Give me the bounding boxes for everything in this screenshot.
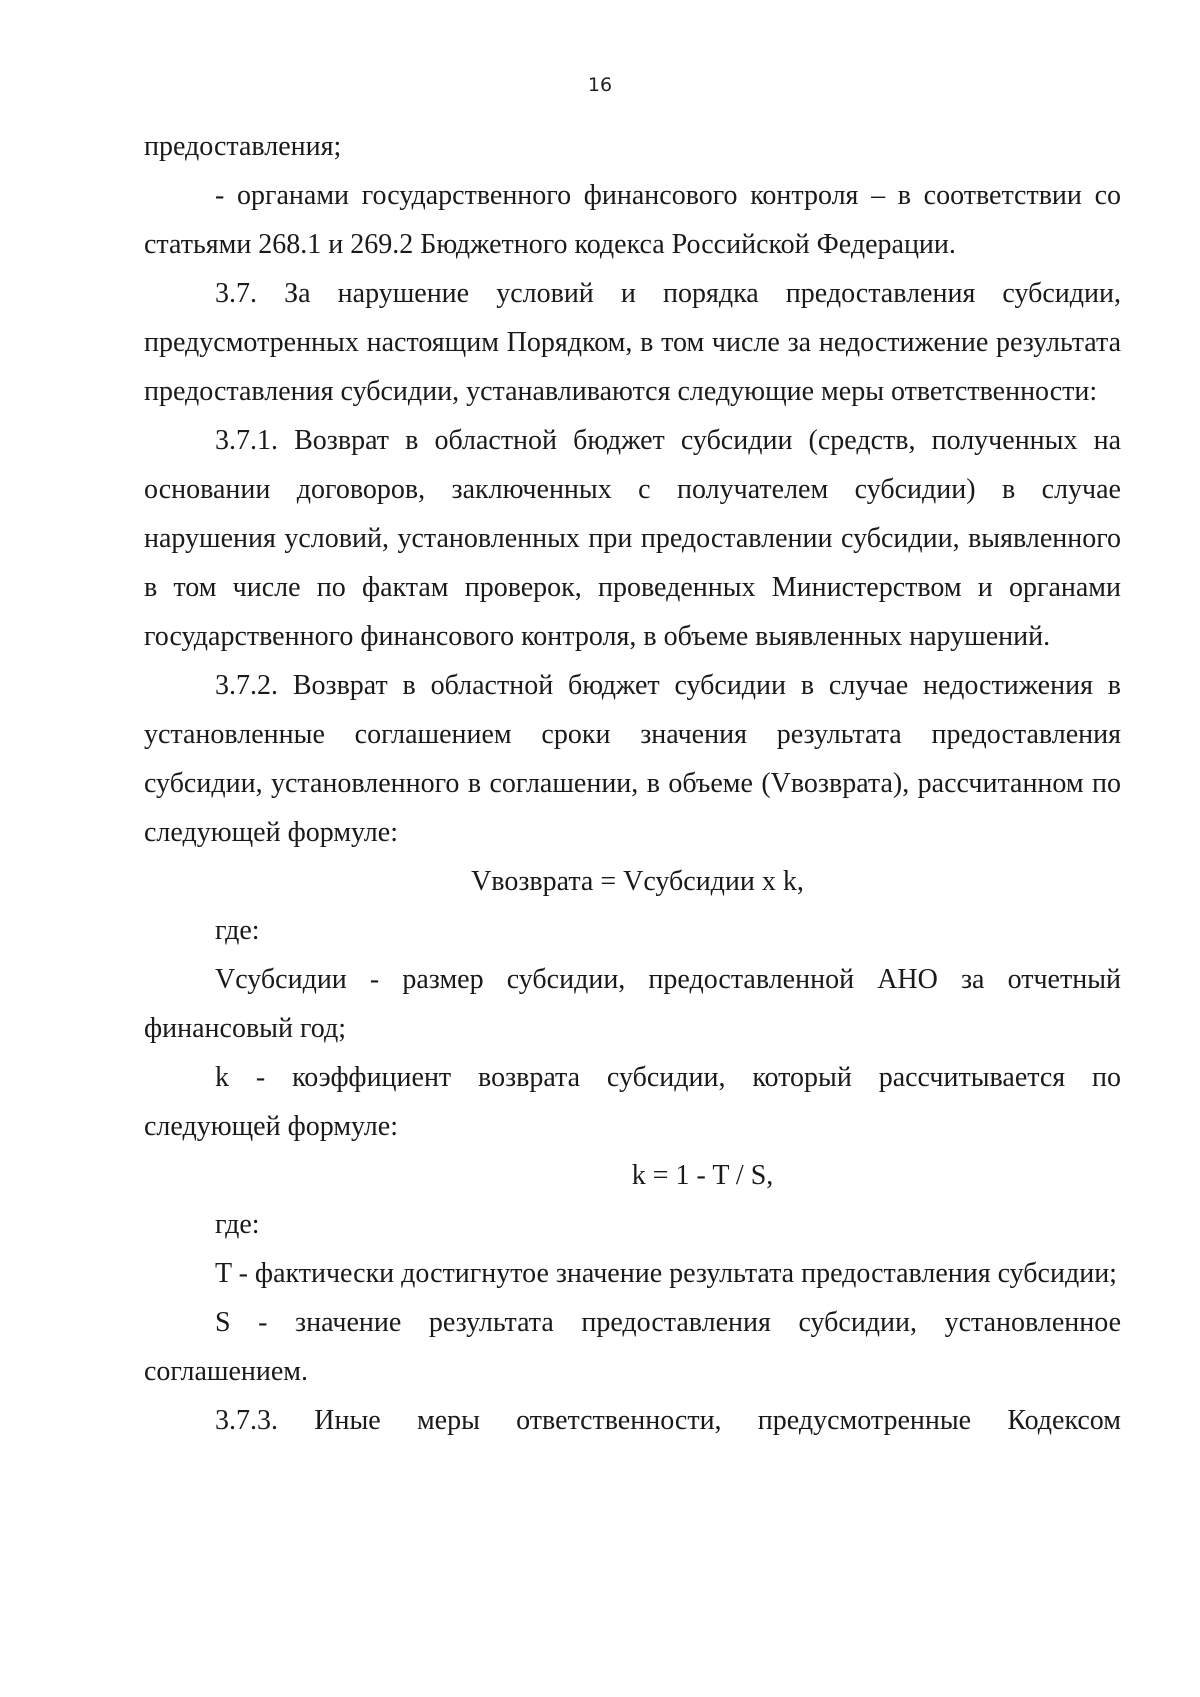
where-label-2: где: [215, 1209, 260, 1240]
paragraph-3-7-3: 3.7.3. Иные меры ответственности, предусмотренные Кодексом [215, 1405, 1121, 1436]
definition-t: T - фактически достигнутое значение результата предоставления субсидии; [215, 1258, 1117, 1289]
paragraph-3-7: 3.7. За нарушение условий и порядка предоставления субсидии, предусмотренных настоящим Порядком, в том числе за недостижение результата предоставления субсидии, устанавливаются следующие меры ответственности: [144, 278, 1121, 407]
definition-v-subsidy: Vсубсидии - размер субсидии, предоставленной АНО за отчетный финансовый год; [144, 964, 1121, 1044]
formula-return-volume: Vвозврата = Vсубсидии x k, [471, 866, 804, 897]
paragraph-3-7-2: 3.7.2. Возврат в областной бюджет субсидии в случае недостижения в установленные соглашением сроки значения результата предоставления субсидии, установленного в соглашении, в объеме (Vвозврата), рассчитанном по следующей формуле: [144, 670, 1121, 848]
page-number: 16 [587, 74, 613, 96]
paragraph-continuation: предоставления; [144, 131, 342, 162]
where-label-1: где: [215, 915, 260, 946]
formula-coefficient: k = 1 - T / S, [631, 1160, 774, 1191]
paragraph-3-7-1: 3.7.1. Возврат в областной бюджет субсидии (средств, полученных на основании договоров, заключенных с получателем субсидии) в случае нарушения условий, установленных при предоставлении субсидии, выявленного в том числе по фактам проверок, проведенных Министерством и органами государственного финансового контроля, в объеме выявленных нарушений. [144, 425, 1121, 652]
definition-k: k - коэффициент возврата субсидии, который рассчитывается по следующей формуле: [144, 1062, 1121, 1142]
paragraph-control-bodies: - органами государственного финансового контроля – в соответствии со статьями 268.1 и 269.2 Бюджетного кодекса Российской Федерации. [144, 180, 1121, 260]
document-body [144, 122, 1121, 1445]
definition-s: S - значение результата предоставления субсидии, установленное соглашением. [144, 1307, 1121, 1387]
